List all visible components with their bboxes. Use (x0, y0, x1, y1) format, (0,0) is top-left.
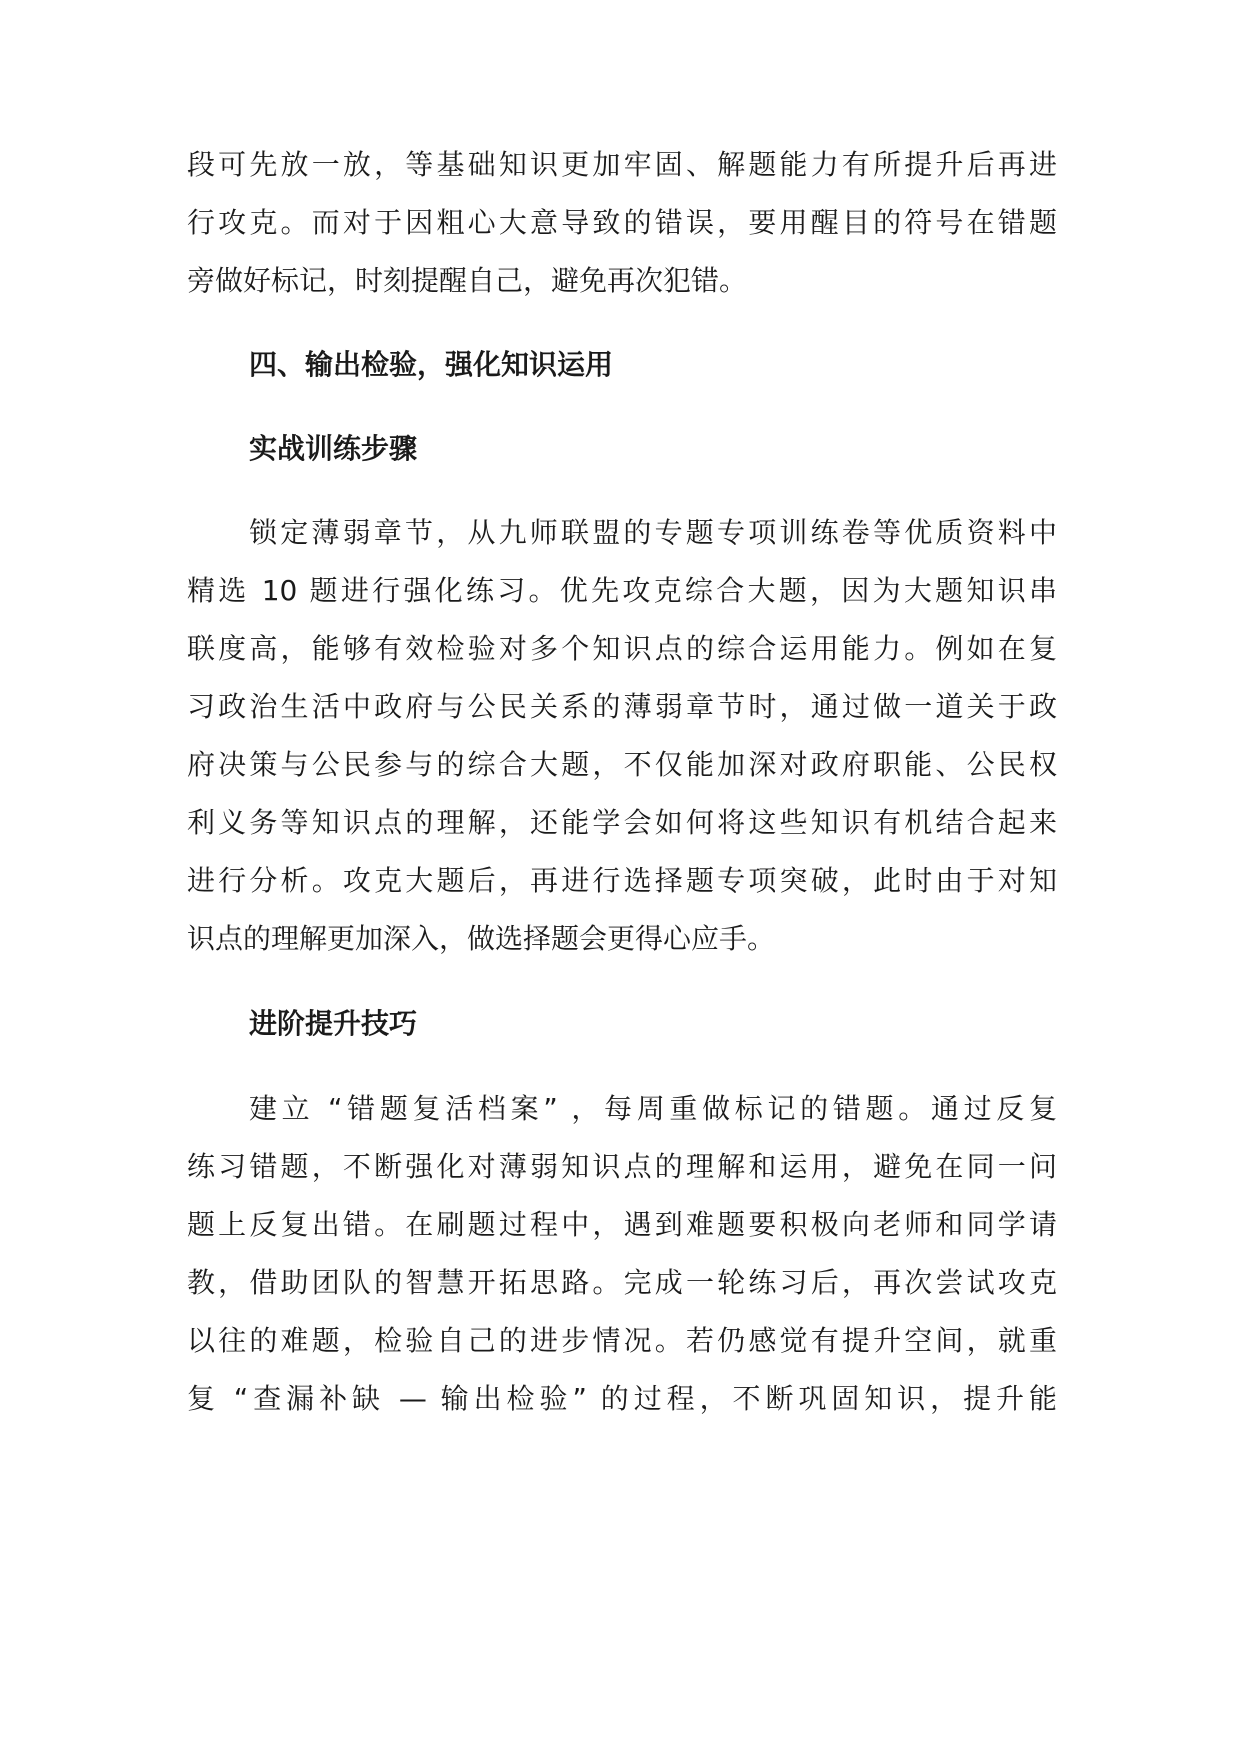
paragraph-line: 联度高，能够有效检验对多个知识点的综合运用能力。例如在复 (187, 632, 1057, 665)
paragraph-line: 府决策与公民参与的综合大题，不仅能加深对政府职能、公民权 (187, 748, 1057, 781)
paragraph-line: 练习错题，不断强化对薄弱知识点的理解和运用，避免在同一问 (187, 1150, 1057, 1183)
paragraph-line: 习政治生活中政府与公民关系的薄弱章节时，通过做一道关于政 (187, 690, 1057, 723)
paragraph-line: 锁定薄弱章节，从九师联盟的专题专项训练卷等优质资料中 (249, 516, 1057, 549)
paragraph-line: 建立 “错题复活档案” ，每周重做标记的错题。通过反复 (249, 1092, 1057, 1125)
paragraph-line: 旁做好标记，时刻提醒自己，避免再次犯错。 (187, 264, 748, 297)
subsection-heading: 实战训练步骤 (249, 432, 418, 465)
paragraph-line: 题上反复出错。在刷题过程中，遇到难题要积极向老师和同学请 (187, 1208, 1057, 1241)
subsection-heading: 进阶提升技巧 (249, 1007, 418, 1040)
paragraph-line: 以往的难题，检验自己的进步情况。若仍感觉有提升空间，就重 (187, 1324, 1057, 1357)
section-heading: 四、输出检验，强化知识运用 (249, 348, 614, 381)
paragraph-line: 行攻克。而对于因粗心大意导致的错误，要用醒目的符号在错题 (187, 206, 1057, 239)
paragraph-line: 进行分析。攻克大题后，再进行选择题专项突破，此时由于对知 (187, 864, 1057, 897)
paragraph-line: 识点的理解更加深入，做选择题会更得心应手。 (187, 922, 776, 955)
paragraph-line: 教，借助团队的智慧开拓思路。完成一轮练习后，再次尝试攻克 (187, 1266, 1057, 1299)
paragraph-line: 复 “查漏补缺 — 输出检验” 的过程，不断巩固知识，提升能 (187, 1382, 1057, 1415)
paragraph-line: 利义务等知识点的理解，还能学会如何将这些知识有机结合起来 (187, 806, 1057, 839)
paragraph-line: 段可先放一放，等基础知识更加牢固、解题能力有所提升后再进 (187, 148, 1057, 181)
paragraph-line: 精选 10 题进行强化练习。优先攻克综合大题，因为大题知识串 (187, 574, 1057, 607)
